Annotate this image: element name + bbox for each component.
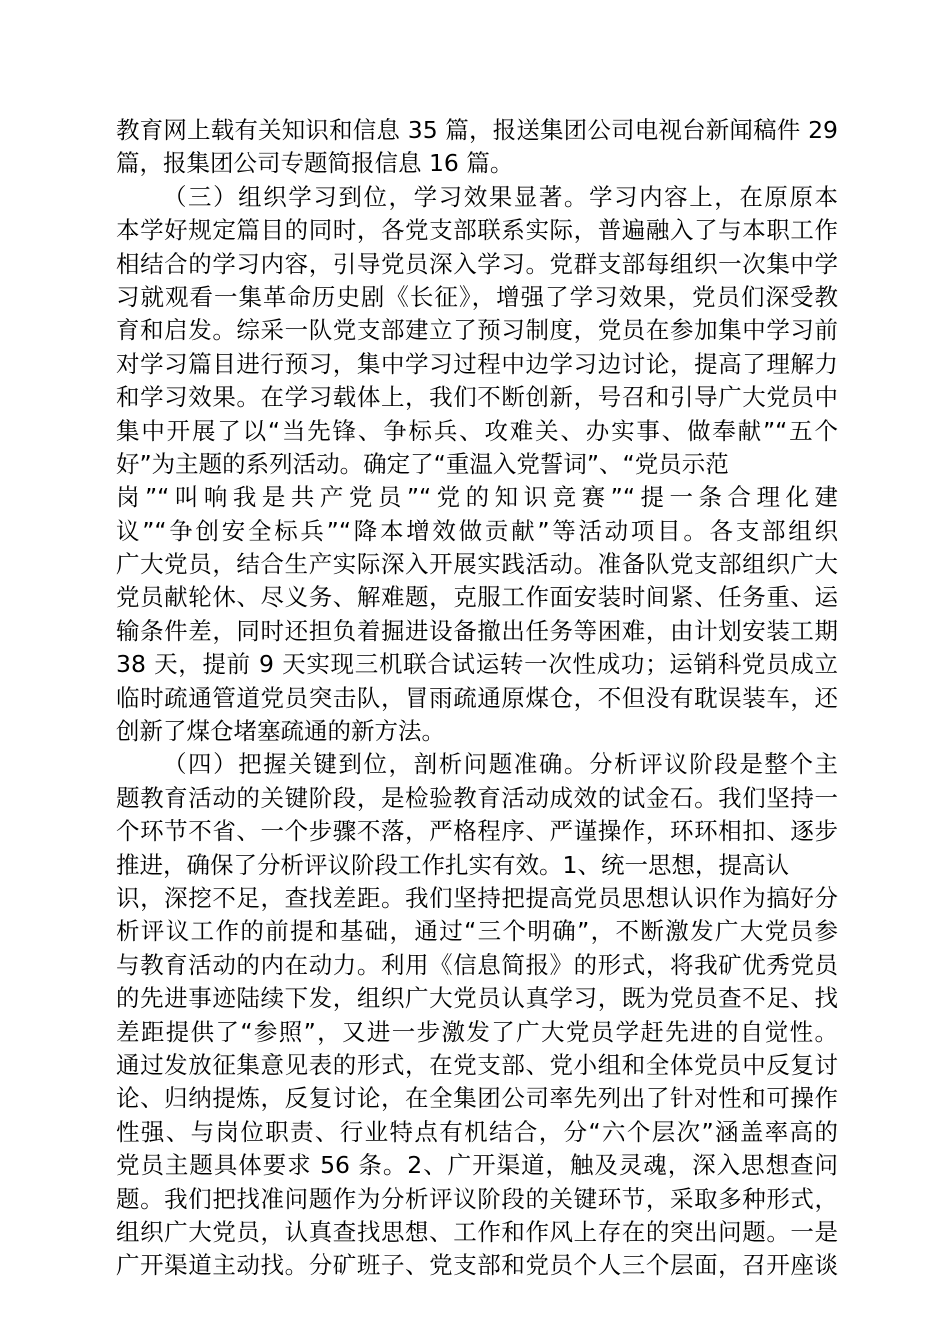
text-line: 议”“争创安全标兵”“降本增效做贡献”等活动项目。各支部组织 xyxy=(116,516,838,545)
text-line: 相结合的学习内容，引导党员深入学习。党群支部每组织一次集中学 xyxy=(116,249,838,278)
text-line: 集中开展了以“当先锋、争标兵、攻难关、办实事、做奉献”“五个 xyxy=(116,416,838,445)
text-line: 教育网上载有关知识和信息 35 篇，报送集团公司电视台新闻稿件 29 xyxy=(116,116,838,144)
paragraph-start-line: （四）把握关键到位，剖析问题准确。分析评议阶段是整个主 xyxy=(163,750,838,779)
text-line: 析评议工作的前提和基础，通过“三个明确”，不断激发广大党员参 xyxy=(116,917,838,946)
text-line: 党员主题具体要求 56 条。2、广开渠道，触及灵魂，深入思想查问 xyxy=(116,1151,838,1180)
text-line: 差距提供了“参照”，又进一步激发了广大党员学赶先进的自觉性。 xyxy=(116,1017,838,1046)
document-body xyxy=(116,114,838,1283)
text-line: 党员献轮休、尽义务、解难题，克服工作面安装时间紧、任务重、运 xyxy=(116,583,838,612)
text-line: 和学习效果。在学习载体上，我们不断创新，号召和引导广大党员中 xyxy=(116,383,838,412)
text-line: 广开渠道主动找。分矿班子、党支部和党员个人三个层面，召开座谈 xyxy=(116,1251,838,1280)
text-line: 广大党员，结合生产实际深入开展实践活动。准备队党支部组织广大 xyxy=(116,550,838,579)
text-line: 对学习篇目进行预习，集中学习过程中边学习边讨论，提高了理解力 xyxy=(116,349,838,378)
text-line: 岗”“叫响我是共产党员”“党的知识竞赛”“提一条合理化建 xyxy=(116,483,838,512)
text-line: 论、归纳提炼，反复讨论，在全集团公司率先列出了针对性和可操作 xyxy=(116,1084,838,1113)
text-line: 识，深挖不足，查找差距。我们坚持把提高党员思想认识作为搞好分 xyxy=(116,883,838,912)
text-line: 推进，确保了分析评议阶段工作扎实有效。1、统一思想，提高认 xyxy=(116,850,789,879)
text-line: 临时疏通管道党员突击队，冒雨疏通原煤仓，不但没有耽误装车，还 xyxy=(116,683,838,712)
text-line: 组织广大党员，认真查找思想、工作和作风上存在的突出问题。一是 xyxy=(116,1217,838,1246)
text-line: 的先进事迹陆续下发，组织广大党员认真学习，既为党员查不足、找 xyxy=(116,984,838,1013)
text-line: 育和启发。综采一队党支部建立了预习制度，党员在参加集中学习前 xyxy=(116,316,838,345)
text-line: 性强、与岗位职责、行业特点有机结合，分“六个层次”涵盖率高的 xyxy=(116,1117,838,1146)
text-line: 38 天，提前 9 天实现三机联合试运转一次性成功；运销科党员成立 xyxy=(116,650,838,679)
text-line: 篇，报集团公司专题简报信息 16 篇。 xyxy=(116,149,514,178)
paragraph-start-line: （三）组织学习到位，学习效果显著。学习内容上，在原原本 xyxy=(163,182,838,211)
text-line: 习就观看一集革命历史剧《长征》，增强了学习效果，党员们深受教 xyxy=(116,282,838,311)
text-line: 本学好规定篇目的同时，各党支部联系实际，普遍融入了与本职工作 xyxy=(116,216,838,245)
text-line: 题教育活动的关键阶段，是检验教育活动成效的试金石。我们坚持一 xyxy=(116,783,838,812)
text-line: 输条件差，同时还担负着掘进设备撤出任务等困难，由计划安装工期 xyxy=(116,616,838,645)
text-line: 与教育活动的内在动力。利用《信息简报》的形式，将我矿优秀党员 xyxy=(116,950,838,979)
text-line: 好”为主题的系列活动。确定了“重温入党誓词”、“党员示范 xyxy=(116,449,729,478)
text-line: 题。我们把找准问题作为分析评议阶段的关键环节，采取多种形式， xyxy=(116,1184,838,1213)
text-line: 个环节不省、一个步骤不落，严格程序、严谨操作，环环相扣、逐步 xyxy=(116,817,838,846)
text-line: 创新了煤仓堵塞疏通的新方法。 xyxy=(116,717,445,746)
text-line: 通过发放征集意见表的形式，在党支部、党小组和全体党员中反复讨 xyxy=(116,1050,838,1079)
